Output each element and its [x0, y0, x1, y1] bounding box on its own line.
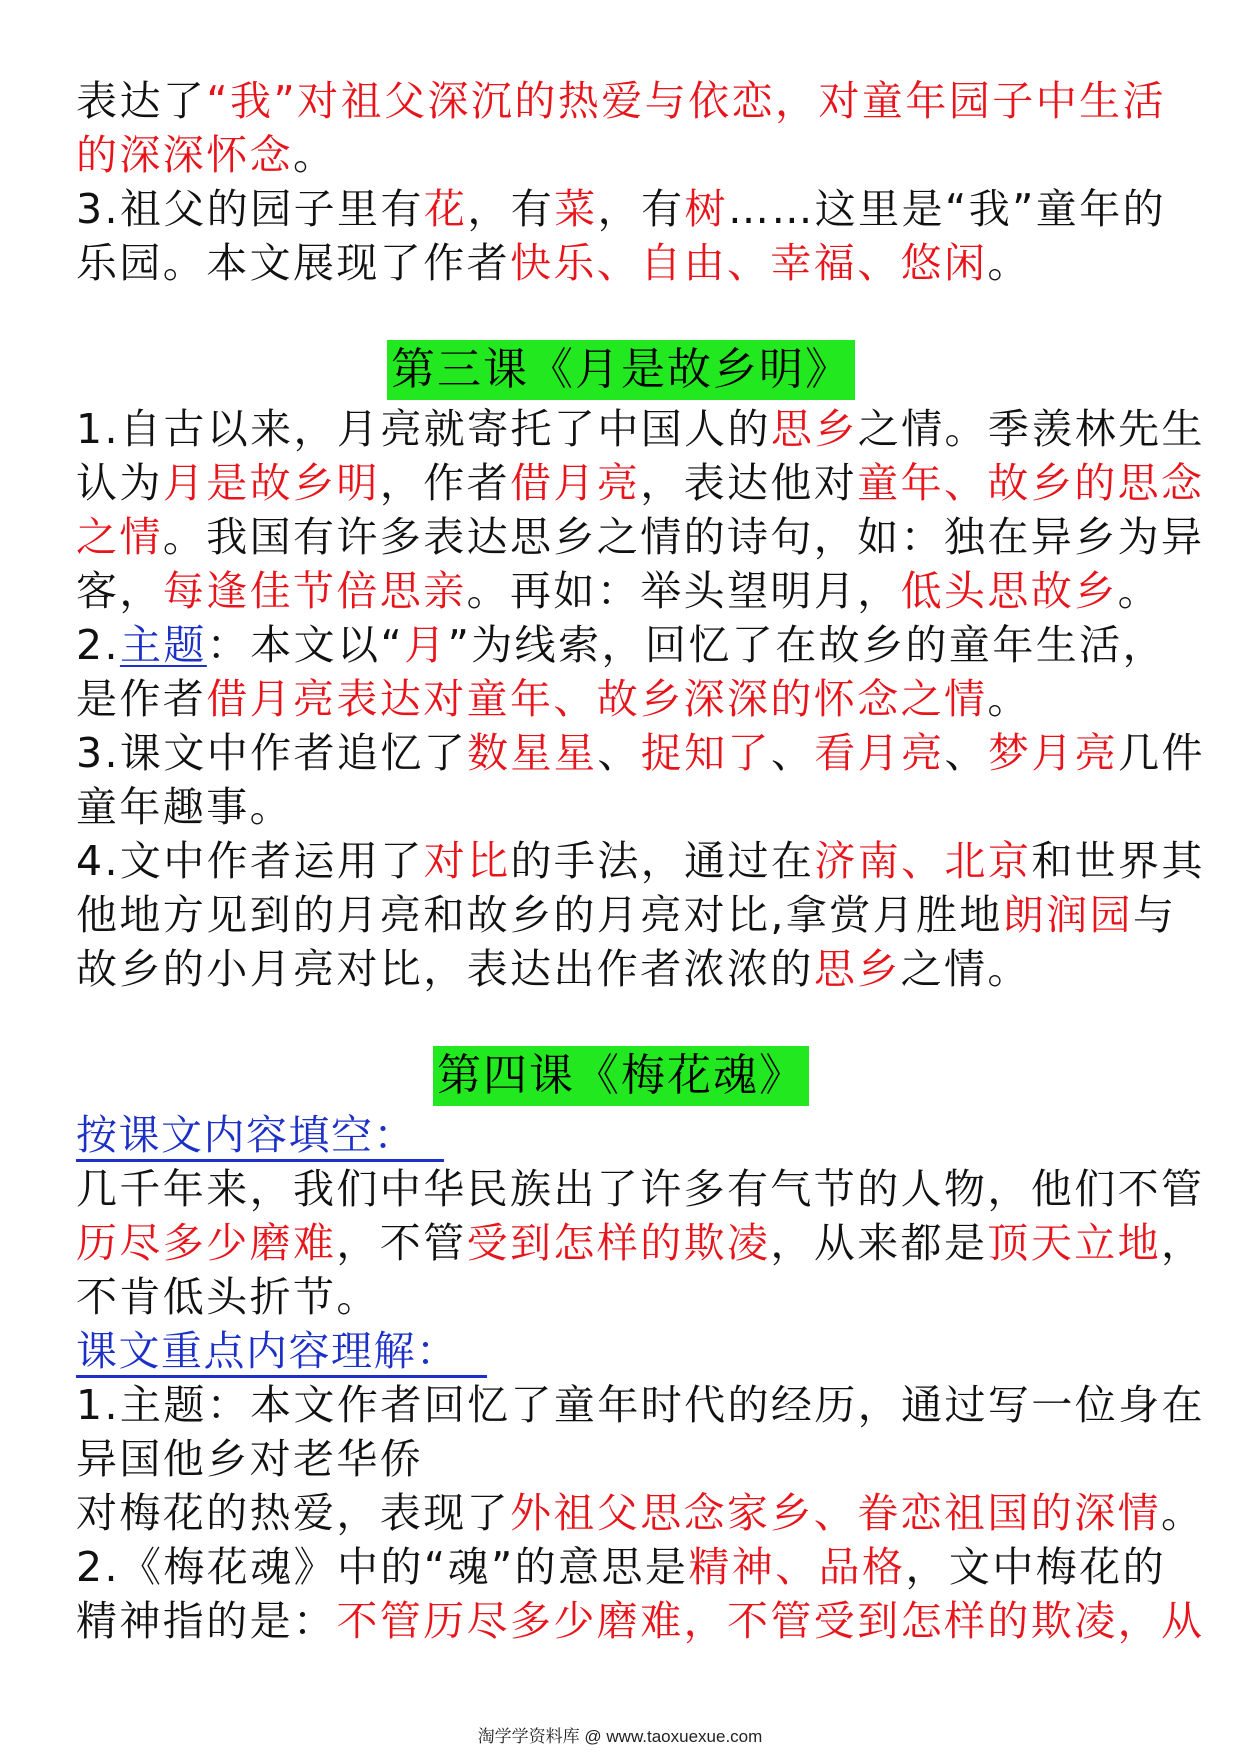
- text-run: 精神指的是：: [76, 1597, 337, 1645]
- text-line: [76, 564, 1166, 618]
- text-line: [76, 1540, 1166, 1594]
- text-run: 异国他乡对老华侨: [76, 1435, 424, 1483]
- text-run: 和世界其: [1031, 837, 1205, 885]
- highlight-text: 朗润园: [1002, 891, 1134, 939]
- highlight-text: 借月亮: [510, 459, 641, 507]
- text-run: 乐园。本文展现了作者: [76, 239, 510, 287]
- text-run: 。: [293, 131, 337, 179]
- text-line: [76, 888, 1177, 942]
- highlight-text: 菜: [554, 185, 598, 233]
- text-run: 。我国有许多表达思乡之情的诗句，如：独在异乡为异: [162, 513, 1205, 561]
- text-line: [76, 1378, 1205, 1432]
- text-line: [76, 942, 1166, 996]
- highlight-text: 捉知了: [640, 729, 771, 777]
- text-run: 认为: [76, 459, 163, 507]
- text-run: 几千年来，我们中华民族出了许多有气节的人物，他们不管: [76, 1165, 1205, 1213]
- text-run: 的手法，通过在: [510, 837, 815, 885]
- highlight-text: 梦月亮: [987, 729, 1119, 777]
- text-run: 表达了: [76, 77, 207, 125]
- highlight-text: 每逢佳节倍思亲: [162, 567, 467, 615]
- text-run: ，有: [467, 185, 555, 233]
- highlight-text: 之情: [76, 513, 163, 561]
- text-run: 。: [1117, 567, 1162, 615]
- section-subheading: [76, 1108, 1166, 1162]
- text-run: 之情。季羡林先生: [857, 405, 1205, 453]
- text-line: [76, 726, 1205, 780]
- text-line: [76, 182, 1166, 236]
- lesson-heading: [76, 340, 1166, 400]
- text-run: 。: [1161, 1489, 1205, 1537]
- footer-watermark: 淘学学资料库 @ www.taoxuexue.com: [477, 1727, 763, 1746]
- highlight-text: 历尽多少磨难: [76, 1219, 337, 1267]
- text-line: [76, 1270, 1166, 1324]
- highlight-text: 花: [423, 185, 468, 233]
- text-line: [76, 510, 1205, 564]
- text-run: ……这里是“我”童年的: [727, 185, 1167, 233]
- text-run: 他地方见到的月亮和故乡的月亮对比,拿赏月胜地: [76, 891, 1003, 939]
- text-line: [76, 618, 1166, 672]
- text-run: 之情。: [900, 945, 1031, 993]
- text-run: 2.《梅花魂》中的“魂”的意思是: [76, 1543, 689, 1591]
- lesson-heading: [76, 1046, 1166, 1106]
- text-line: [76, 780, 1166, 834]
- text-run: ，有: [597, 185, 685, 233]
- highlight-text: “我”对祖父深沉的热爱与依恋，对童年园子中生活: [206, 77, 1166, 125]
- highlight-text: 数星星: [467, 729, 598, 777]
- highlight-text: 的深深怀念: [76, 131, 293, 179]
- text-run: 对梅花的热爱，表现了: [76, 1489, 510, 1537]
- text-run: ：本文以“: [206, 621, 405, 669]
- text-run: ，作者: [379, 459, 511, 507]
- text-run: 童年趣事。: [76, 783, 293, 831]
- text-run: 、: [597, 729, 641, 777]
- text-run: ，表达他对: [640, 459, 858, 507]
- highlight-text: 济南、北京: [814, 837, 1032, 885]
- text-run: 1.主题：本文作者回忆了童年时代的经历，通过写一位身在: [76, 1381, 1205, 1429]
- text-run: 与: [1133, 891, 1177, 939]
- text-run: 1.自古以来，月亮就寄托了中国人的: [76, 405, 771, 453]
- text-run: ”为线索，回忆了在故乡的童年生活，: [447, 621, 1166, 669]
- highlight-text: 顶天立地: [987, 1219, 1162, 1267]
- highlight-text: 月是故乡明: [162, 459, 380, 507]
- highlight-text: 精神、品格: [688, 1543, 906, 1591]
- text-line: [76, 1216, 1205, 1270]
- text-line: [76, 236, 1166, 290]
- highlight-text: 思乡: [770, 405, 858, 453]
- text-run: 3.祖父的园子里有: [76, 185, 424, 233]
- highlight-text: 童年、故乡的思念: [857, 459, 1205, 507]
- text-run: 。再如：举头望明月，: [466, 567, 901, 615]
- text-run: 不肯低头折节。: [76, 1273, 380, 1321]
- highlight-text: 树: [684, 185, 728, 233]
- text-run: 故乡的小月亮对比，表达出作者浓浓的: [76, 945, 814, 993]
- highlight-text: 对比: [423, 837, 511, 885]
- text-run: 、: [770, 729, 815, 777]
- text-run: 几件: [1118, 729, 1205, 777]
- theme-link[interactable]: 主题: [119, 621, 207, 669]
- highlight-text: 思乡: [813, 945, 901, 993]
- highlight-text: 看月亮: [814, 729, 945, 777]
- subheading-text: 按课文内容填空：: [76, 1111, 444, 1162]
- highlight-text: 借月亮表达对童年、故乡深深的怀念之情: [206, 675, 988, 723]
- text-run: 、: [944, 729, 988, 777]
- text-line: [76, 672, 1166, 726]
- text-run: 。: [987, 239, 1031, 287]
- highlight-text: 受到怎样的欺凌: [466, 1219, 771, 1267]
- text-run: 3.课文中作者追忆了: [76, 729, 468, 777]
- text-line: [76, 74, 1166, 128]
- text-run: 4.文中作者运用了: [76, 837, 424, 885]
- highlight-text: 不管历尽多少磨难，不管受到怎样的欺凌，从: [336, 1597, 1205, 1645]
- text-run: ，文中梅花的: [905, 1543, 1167, 1591]
- text-line: [76, 1594, 1205, 1648]
- highlight-text: 月: [404, 621, 448, 669]
- text-run: 客，: [76, 567, 163, 615]
- lesson-title: 第四课《梅花魂》: [433, 1046, 809, 1106]
- text-line: [76, 456, 1205, 510]
- text-run: 。: [987, 675, 1031, 723]
- text-line: [76, 1486, 1205, 1540]
- section-subheading: [76, 1324, 1166, 1378]
- text-line: [76, 128, 1166, 182]
- text-run: ，从来都是: [770, 1219, 988, 1267]
- text-line: [76, 1162, 1205, 1216]
- text-line: [76, 402, 1205, 456]
- document-page: [76, 74, 1205, 1648]
- text-run: ，: [1161, 1219, 1205, 1267]
- text-run: 是作者: [76, 675, 207, 723]
- text-run: 2.: [76, 621, 120, 669]
- highlight-text: 外祖父思念家乡、眷恋祖国的深情: [510, 1489, 1161, 1537]
- highlight-text: 低头思故乡: [900, 567, 1118, 615]
- text-run: ，不管: [336, 1219, 467, 1267]
- subheading-text: 课文重点内容理解：: [76, 1327, 487, 1378]
- highlight-text: 快乐、自由、幸福、悠闲: [510, 239, 988, 287]
- lesson-title: 第三课《月是故乡明》: [387, 340, 855, 400]
- text-line: [76, 1432, 1166, 1486]
- text-line: [76, 834, 1205, 888]
